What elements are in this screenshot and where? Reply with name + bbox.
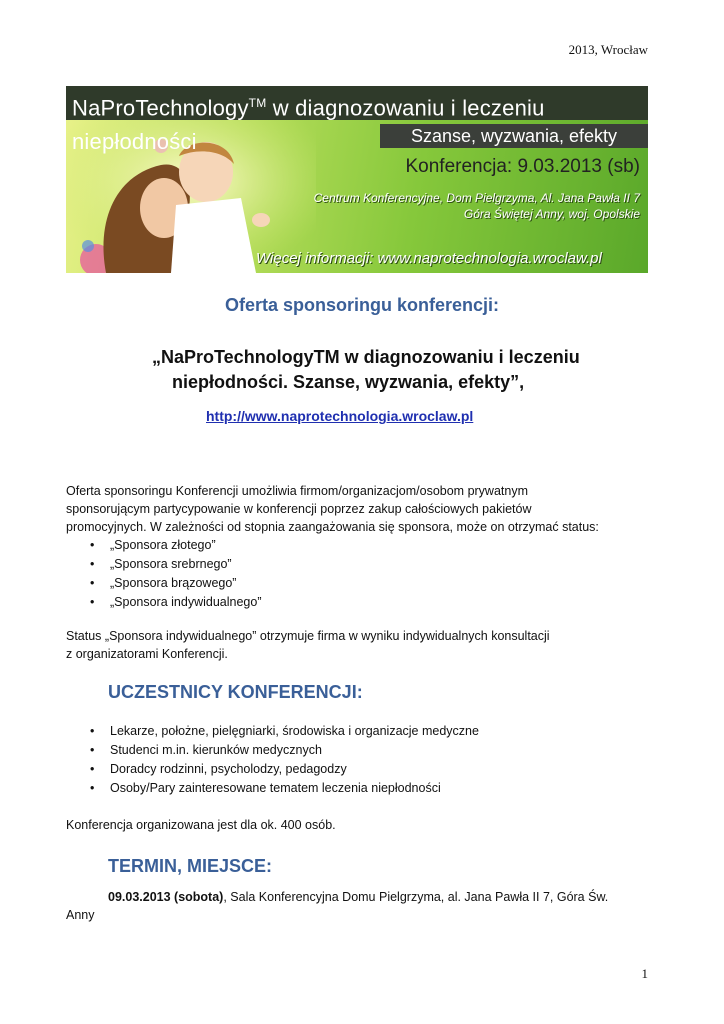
intro-paragraph: Oferta sponsoringu Konferencji umożliwia firmom/organizacjom/osobom prywatnym sponsorującym partycypowanie w konferencji poprzez zakup całościowych pakietów promocyjnych. W zależności od stopnia zaangażowania się sponsora, może on otrzymać status: [66, 484, 599, 534]
term-heading: TERMIN, MIEJSCE: [108, 856, 273, 876]
website-link[interactable]: http://www.naprotechnologia.wroclaw.pl [206, 408, 474, 424]
conference-title: „NaProTechnologyTM w diagnozowaniu i leczeniu niepłodności. Szanse, wyzwania, efekty”, [152, 347, 580, 392]
participants-list [66, 722, 646, 798]
list-item: • Lekarze, położne, pielęgniarki, środowiska i organizacje medyczne [90, 724, 479, 738]
sponsor-status-list [66, 536, 646, 612]
list-item: • Studenci m.in. kierunków medycznych [90, 743, 322, 757]
list-item: • „Sponsora złotego” [90, 538, 216, 552]
banner-title: NaProTechnology™ w diagnozowaniu i leczeniu niepłodności [66, 86, 648, 120]
individual-sponsor-note: Status „Sponsora indywidualnego” otrzymuje firma w wyniku indywidualnych konsultacji z organizatorami Konferencji. [66, 629, 550, 661]
banner-conference-date: Konferencja: 9.03.2013 (sb) [405, 156, 640, 177]
page-number: 1 [641, 966, 648, 981]
list-item: • „Sponsora indywidualnego” [90, 595, 262, 609]
capacity-text: Konferencja organizowana jest dla ok. 400 osób. [66, 818, 336, 832]
banner-venue: Centrum Konferencyjne, Dom Pielgrzyma, Al. Jana Pawła II 7 Góra Świętej Anny, woj. Opolskie [313, 191, 640, 221]
list-item: • Doradcy rodzinni, psycholodzy, pedagodzy [90, 762, 347, 776]
banner-info: Więcej informacji: www.naprotechnologia.wroclaw.pl [256, 250, 602, 267]
conference-banner [66, 86, 648, 273]
list-item: • „Sponsora srebrnego” [90, 557, 232, 571]
list-item: • Osoby/Pary zainteresowane tematem leczenia niepłodności [90, 781, 441, 795]
offer-heading: Oferta sponsoringu konferencji: [224, 295, 500, 315]
participants-heading: UCZESTNICY KONFERENCJI: [108, 682, 363, 702]
banner-subtitle: Szanse, wyzwania, efekty [380, 124, 648, 148]
header-date-place: 2013, Wrocław [568, 42, 648, 57]
term-details: 09.03.2013 (sobota), Sala Konferencyjna Domu Pielgrzyma, al. Jana Pawła II 7, Góra Św. Anny [66, 890, 609, 922]
list-item: • „Sponsora brązowego” [90, 576, 237, 590]
